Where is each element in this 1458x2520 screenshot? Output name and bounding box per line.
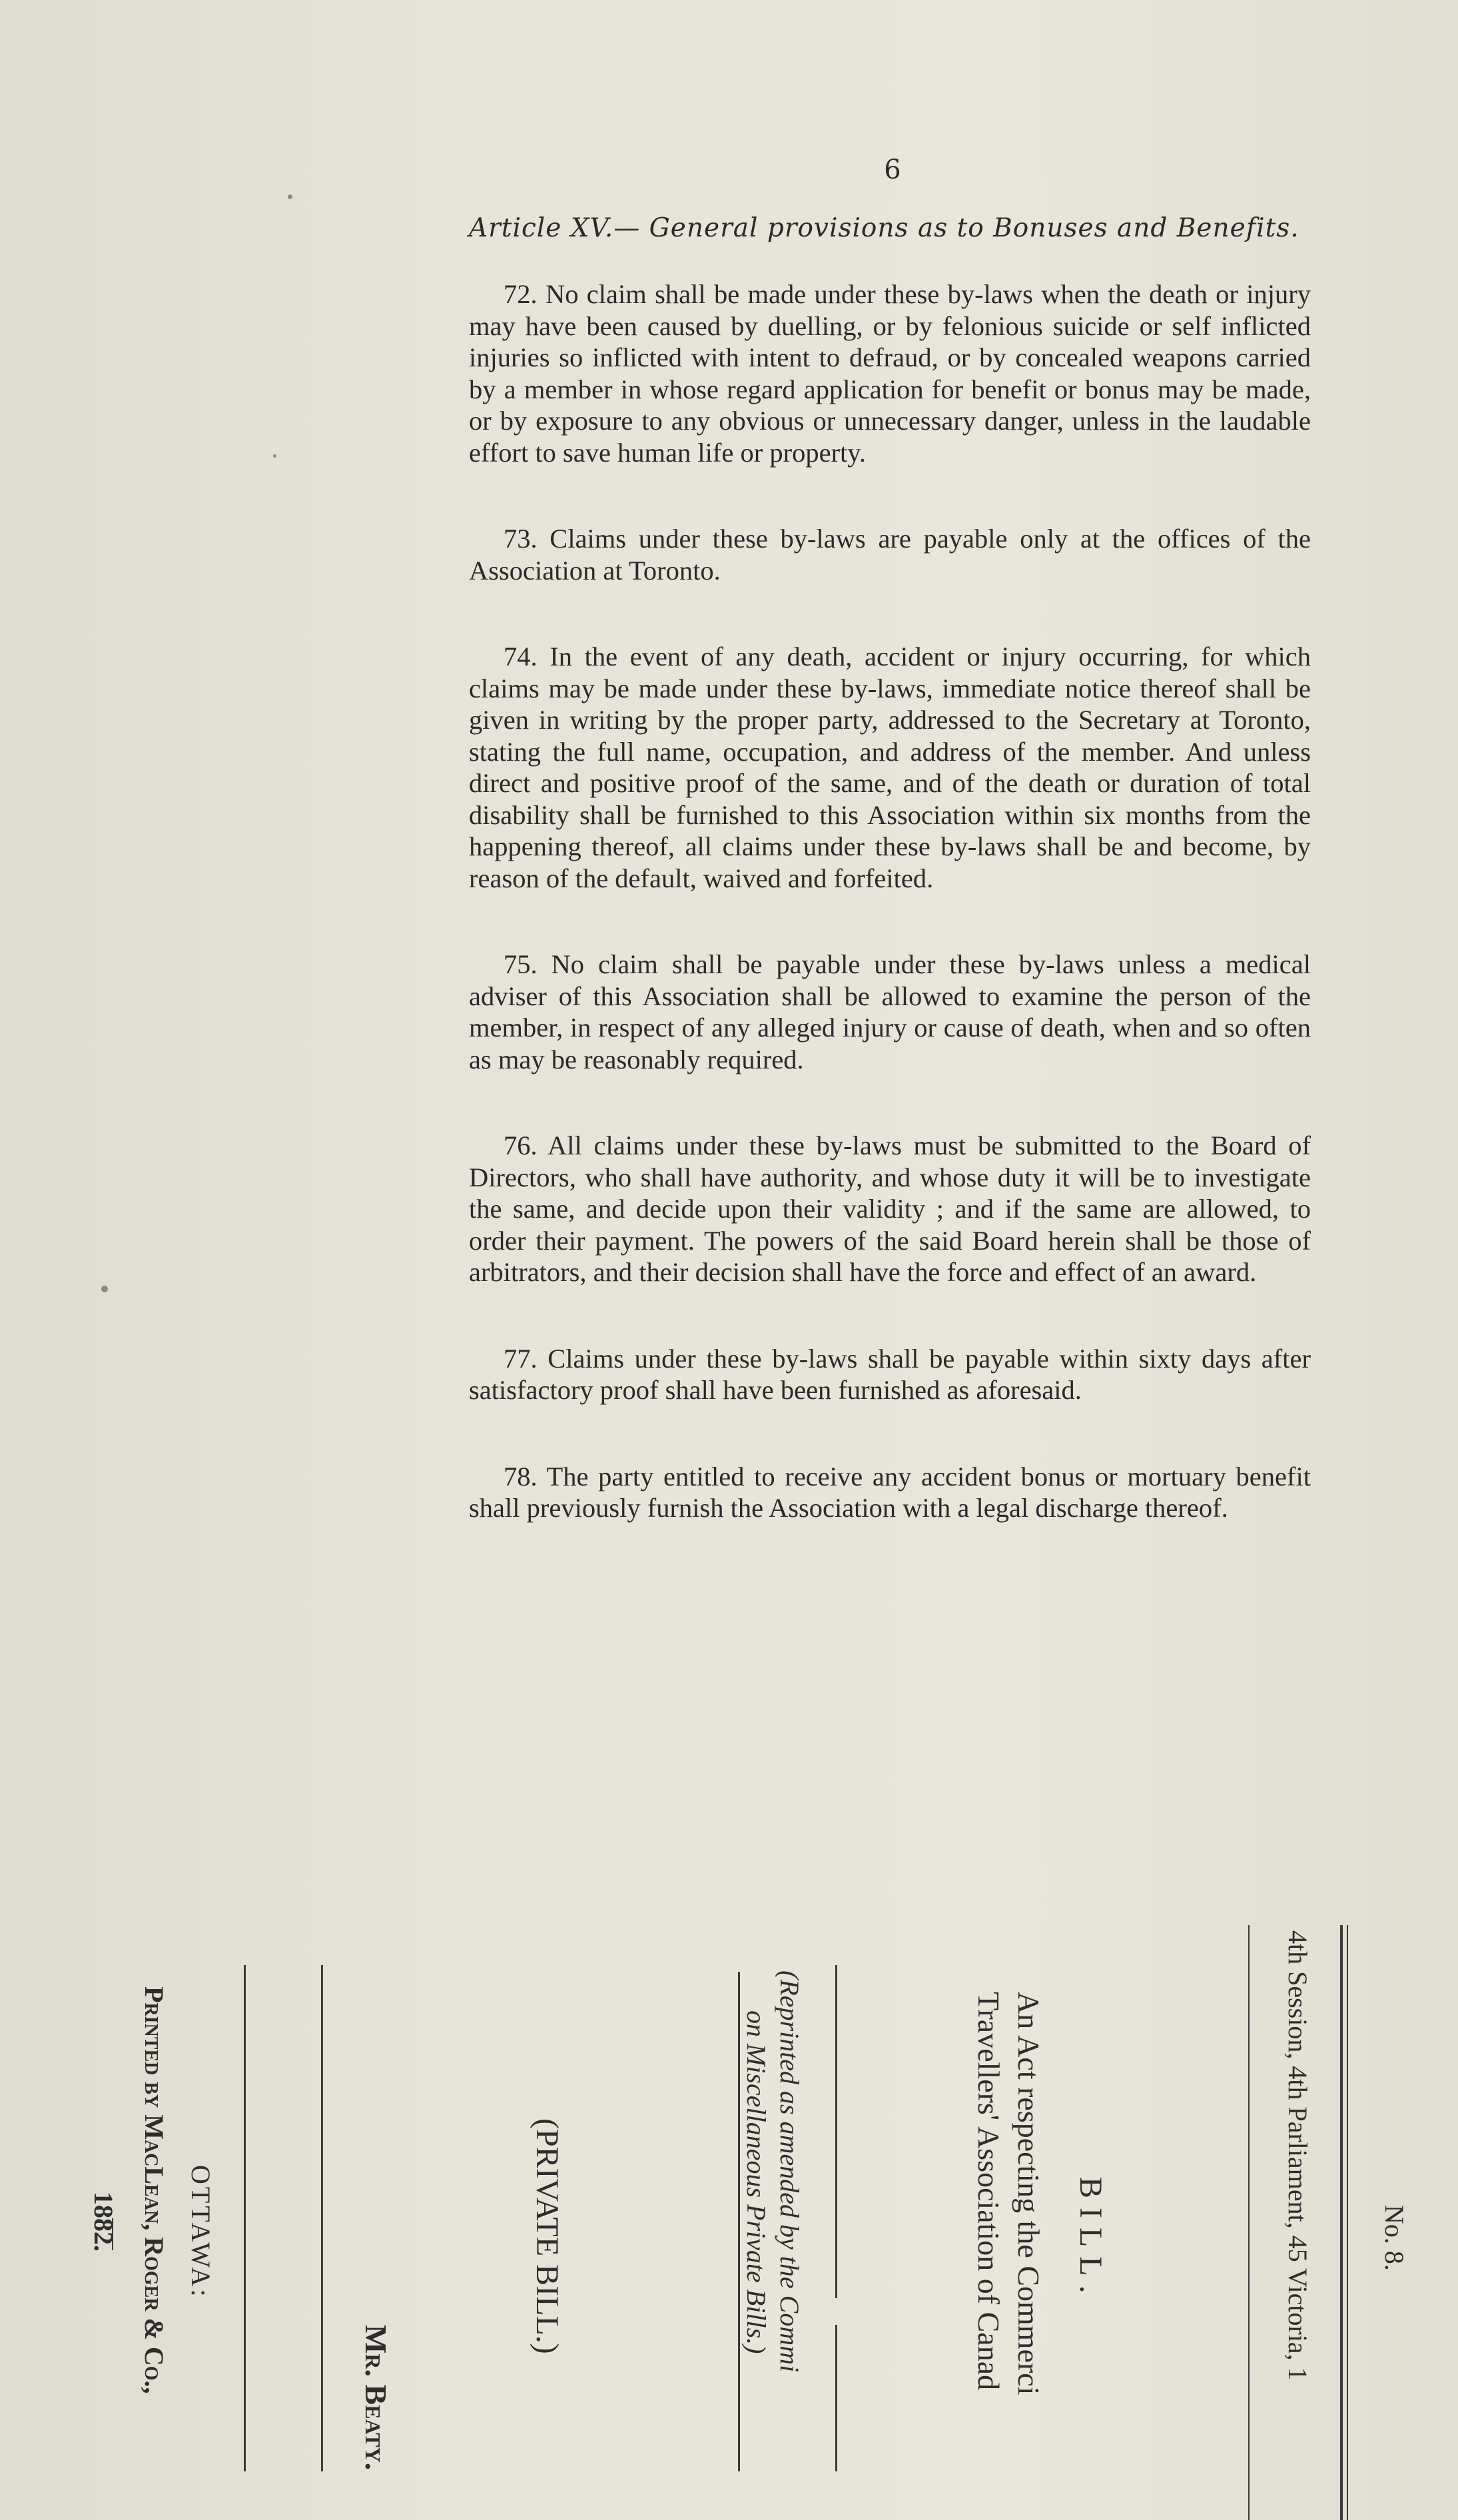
page-number: 6 [884,155,901,185]
cover-bill-number: No. 8. [1379,2205,1409,2271]
cover-place: OTTAWA: [186,2165,216,2300]
paragraph-72: 72. No claim shall be made under these by-laws when the death or injury may have been caused by duelling, or by felonious suicide or self inflicted injuries so inflicted with intent to defraud, or by concealed weapons carried by a member in whose regard application for benefit or bonus may be made, or by exposure to any obvious or unnecessary danger, unless in the laudable effort to save human life or property. [469,279,1311,468]
cover-sponsor: Mr. Beaty. [359,2325,393,2471]
cover-rule [835,2325,837,2471]
cover-reprint-line1: (Reprinted as amended by the Commi [775,1970,805,2373]
cover-rule [321,1965,323,2471]
article-heading: Article XV.— General provisions as to Bonuses and Benefits. [469,213,1299,243]
paper-speck [273,454,276,458]
paragraph-75: 75. No claim shall be payable under these by-laws unless a medical adviser of this Association shall be allowed to examine the person of the member, in respect of any alleged injury or cause of death, when and so often as may be reasonably required. [469,949,1311,1074]
paragraph-73: 73. Claims under these by-laws are payable only at the offices of the Association at Toronto. [469,524,1311,586]
cover-rule [1347,1925,1348,2520]
cover-rule [738,1972,740,2471]
back-cover-rotated [0,1925,1458,2520]
cover-rule [244,1965,246,2471]
paragraph-77: 77. Claims under these by-laws shall be payable within sixty days after satisfactory proof shall have been furnished as aforesaid. [469,1343,1311,1405]
paragraph-76: 76. All claims under these by-laws must be submitted to the Board of Directors, who shall have authority, and whose duty it will be to investigate the same, and decide upon their validity ; and if the same are allowed, to order their payment. The powers of the said Board herein shall be those of arbitrators, and their decision shall have the force and effect of an award. [469,1130,1311,1287]
cover-printer: Printed by MacLean, Roger & Co., [139,1986,169,2394]
cover-rule [1248,1925,1250,2520]
cover-title-line1: An Act respecting the Commerci [1012,1992,1046,2395]
cover-rule [835,1965,837,2298]
cover-reprint-line2: on Miscellaneous Private Bills.) [741,2010,771,2354]
cover-session: 4th Session, 4th Parliament, 45 Victoria, 1 [1283,1930,1313,2381]
cover-bill-heading: BILL. [1073,2177,1108,2303]
paragraph-78: 78. The party entitled to receive any accident bonus or mortuary benefit shall previously furnish the Association with a legal discharge thereof. [469,1461,1311,1523]
paper-speck [101,1286,108,1292]
paper-speck [288,195,292,199]
cover-private-bill: (PRIVATE BILL.) [530,2118,565,2354]
paragraph-74: 74. In the event of any death, accident or injury occurring, for which claims may be made under these by-laws, immediate notice thereof shall be given in writing by the proper party, addressed to the Secretary at Toronto, stating the full name, occupation, and address of the member. And unless direct and positive proof of the same, and of the death or duration of total disability shall be furnished to this Association within six months from the happening thereof, all claims under these by-laws shall be and become, by reason of the default, waived and forfeited. [469,641,1311,893]
cover-year: 1882. [89,2192,119,2252]
cover-title-line2: Travellers' Association of Canad [972,1992,1006,2391]
body-text [469,278,1311,1524]
cover-rule [1340,1925,1343,2520]
